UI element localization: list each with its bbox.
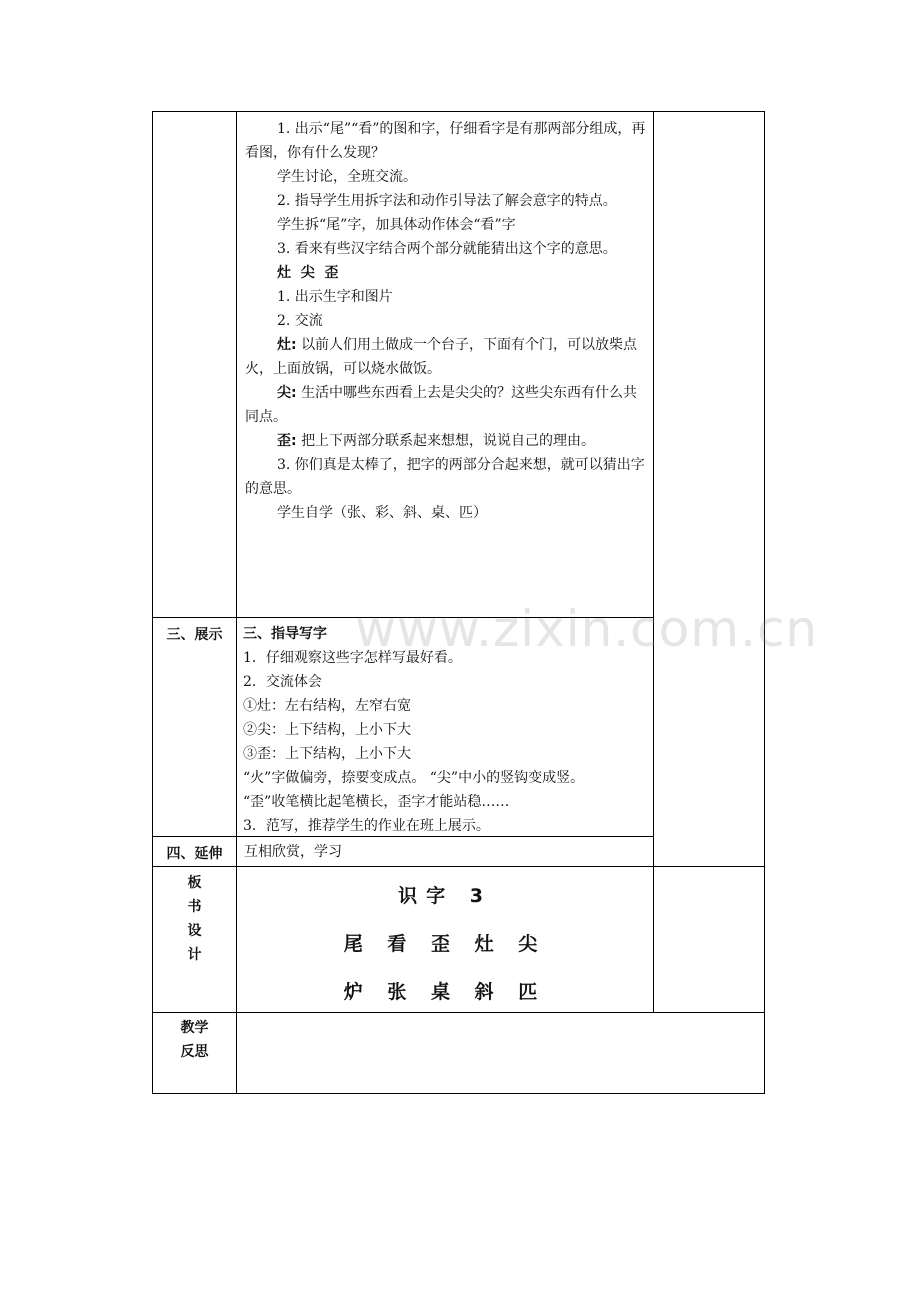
text-line: 2．交流体会 — [243, 674, 322, 690]
section-three-label: 三、展示 — [166, 627, 223, 643]
char-text: 以前人们用土做成一个台子，下面有个门，可以放柴点火，上面放锅，可以烧水做饭。 — [245, 337, 638, 377]
board-title: 识字 3 — [398, 885, 492, 907]
text-line: 学生自学（张、彩、斜、桌、匹） — [277, 505, 487, 521]
text-line: 3. 你们真是太棒了，把字的两部分合起来想，就可以猜出字的意思。 — [245, 457, 645, 497]
step-line: 2. 交流 — [277, 313, 323, 329]
char-explanation — [245, 333, 647, 381]
char-explanation — [245, 381, 647, 429]
board-row-2: 炉 张 桌 斜 匹 — [343, 981, 547, 1003]
char-label: 尖: — [277, 385, 297, 401]
step-line: 1. 出示生字和图片 — [277, 289, 393, 305]
text-line: ③歪：上下结构，上小下大 — [243, 746, 411, 762]
label-char: 计 — [187, 947, 202, 963]
char-explanation — [245, 429, 647, 453]
section-four-content — [244, 840, 342, 864]
text-line: ②尖：上下结构，上小下大 — [243, 722, 411, 738]
text-line: 1. 出示“尾”“看”的图和字，仔细看字是有那两部分组成，再看图，你有什么发现？ — [245, 121, 646, 161]
text-line: 学生拆“尾”字，加具体动作体会“看”字 — [277, 217, 516, 233]
label-char: 设 — [187, 923, 202, 939]
text-line: “歪”收笔横比起笔横长，歪字才能站稳…… — [243, 794, 510, 810]
section-three-content — [243, 622, 658, 838]
char-text: 生活中哪些东西看上去是尖尖的？这些尖东西有什么共同点。 — [245, 385, 638, 425]
reflection-label — [153, 1016, 236, 1064]
text-line: 2. 指导学生用拆字法和动作引导法了解会意字的特点。 — [277, 193, 617, 209]
text-line: 互相欣赏，学习 — [244, 844, 342, 860]
label-line: 教学 — [180, 1020, 209, 1036]
section-two-content — [237, 112, 653, 617]
watermark: www.zixin.com.cn — [355, 600, 819, 658]
board-row-1: 尾 看 歪 灶 尖 — [343, 933, 547, 955]
text-line: 3. 看来有些汉字结合两个部分就能猜出这个字的意思。 — [277, 241, 617, 257]
board-design-label — [153, 871, 236, 967]
section-four-label: 四、延伸 — [166, 846, 223, 862]
text-line: 学生讨论，全班交流。 — [277, 169, 417, 185]
text-line: ①灶：左右结构，左窄右宽 — [243, 698, 411, 714]
label-line: 反思 — [180, 1044, 209, 1060]
text-line: 1．仔细观察这些字怎样写最好看。 — [243, 650, 462, 666]
char-label: 歪: — [277, 433, 297, 449]
char-label: 灶: — [277, 337, 297, 353]
char-text: 把上下两部分联系起来想想，说说自己的理由。 — [301, 433, 596, 449]
section-three-heading: 三、指导写字 — [243, 626, 327, 642]
text-line: 3．范写，推荐学生的作业在班上展示。 — [243, 818, 490, 834]
text-line: “火”字做偏旁，捺要变成点。 “尖”中小的竖钩变成竖。 — [243, 770, 585, 786]
label-char: 板 — [187, 875, 202, 891]
label-char: 书 — [187, 899, 202, 915]
characters-heading: 灶 尖 歪 — [277, 265, 339, 281]
